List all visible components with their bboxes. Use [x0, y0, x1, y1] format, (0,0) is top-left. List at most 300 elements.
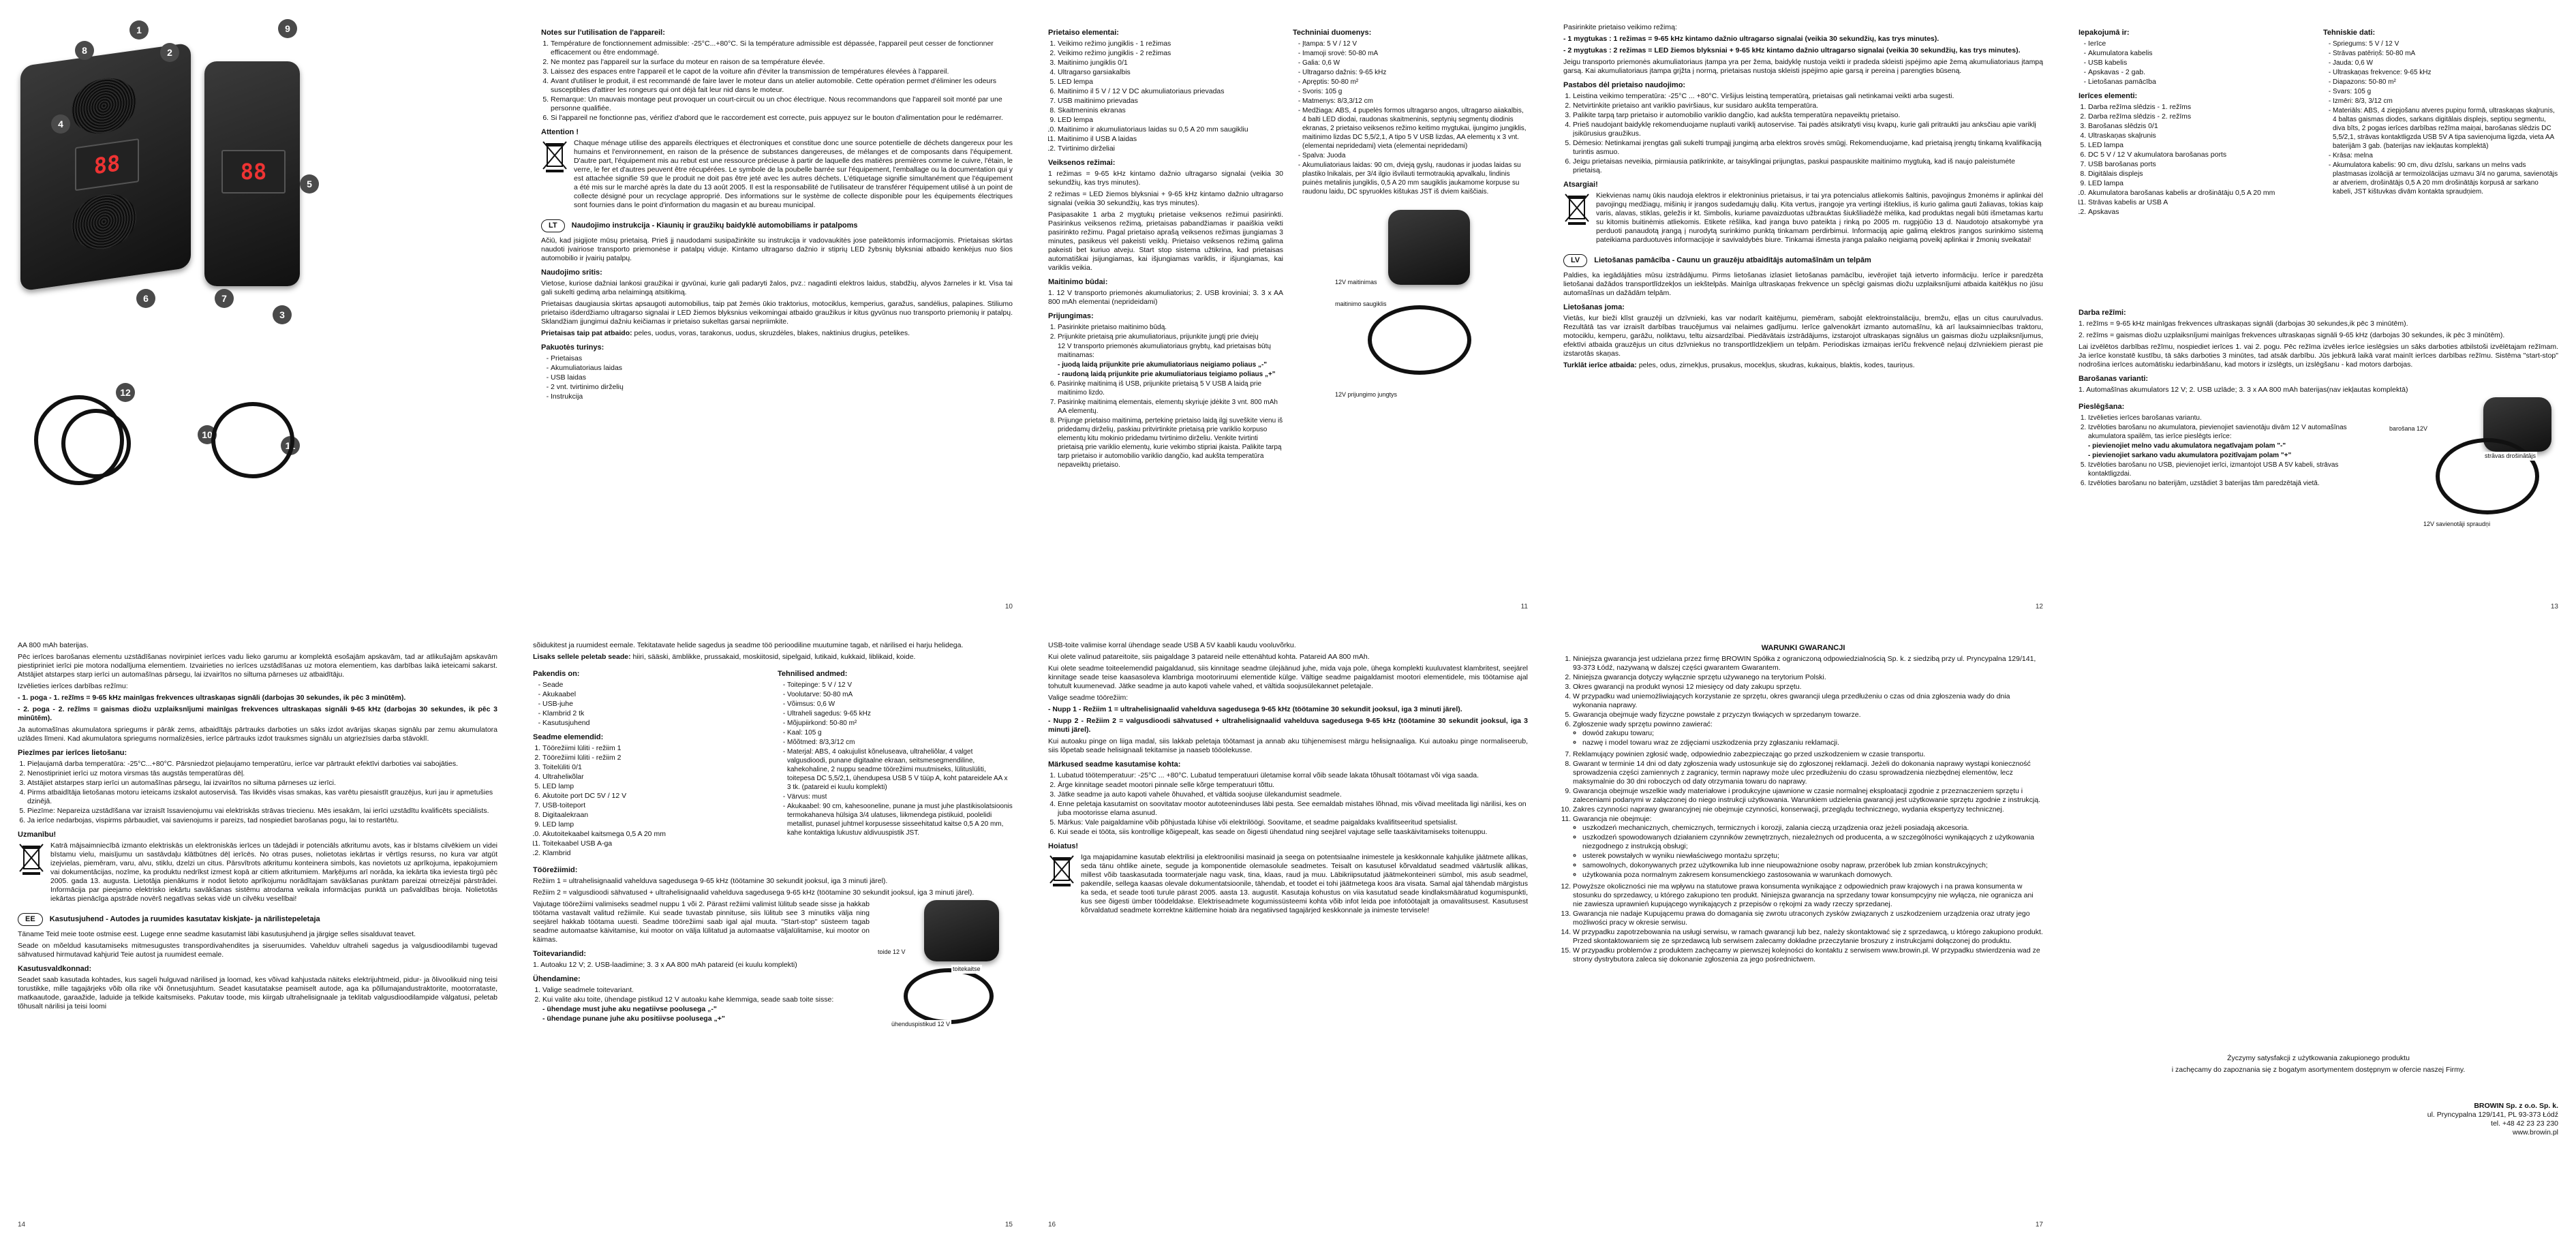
section-title: Pastabos dėl prietaiso naudojimo: — [1563, 81, 1686, 89]
page-11-content — [1030, 0, 1546, 618]
list-item: 12. Powyższe okoliczności nie ma wpływu na statutowe prawa konsumenta wynikające z odpowiednich praw krajowych i na prawa konsumenta w stosunku do sprzedawcy, u którego zakupiono ten produkt. Niniejsza gwarancja na sprzedany towar konsumpcyjny nie wyłącza, nie ogranicza ani nie zawiesza uprawnień kupującego wynikających z przepisów o rękojmi za wady rzeczy sprzedanej. — [1573, 882, 2043, 909]
paragraph: - Nupp 2 - Režiim 2 = valgusdioodi sähvatused + ultrahelisignaalid vahelduva sagedusega 9-65 kHz (töötamine 30 sekundit jooksul, iga 3 minuti järel). — [1048, 717, 1528, 734]
section-title: Barošanas varianti: — [2079, 375, 2149, 383]
page-10-text — [541, 0, 1030, 618]
paragraph: Prietaisas daugiausia skirtas apsaugoti automobilius, taip pat žemės ūkio traktorius, motociklus, kemperius, garažus, sandėlius, palapines. Stiliumo prietaiso išderdžiamo ultragarso signalai ir LED žiemos blyksnius veikomingai atbaido graužikus ir kitus gyvūnus nuo transporto priemonių ir patalpų. Sklandžiam įjungimui dažniu keičiamas ir prietaiso sukeltas garsai nepriimkite. — [541, 300, 1013, 326]
section-title: Kasutusvaldkonnad: — [18, 965, 92, 973]
list-item: - Galia: 0,6 W — [1302, 59, 1528, 67]
list-item: - Medžiaga: ABS, 4 pupelės formos ultragarso angos, ultragarso aiiakalbis, 4 balti LED diodai, raudonas skaitmeninis, septynių segmentų diodinis ekranas, 2 prietaiso veiksenos režimo keitimo mygtukai, ijungimo jungiklis, maitinimo lizdas DC 5,5/2,1, A tipo 5 V USB lizdas, AA elementų x 3 vnt. (elementai nepridedami) vieta (elementai nepridedami) — [1302, 106, 1528, 151]
tech-list — [1293, 40, 1528, 196]
sub-list — [1573, 729, 2043, 747]
list-item: 6. Si l'appareil ne fonctionne pas, vérifiez d'abord que le raccordement est correcte, puis appuyez sur le bouton d'alimentation pour le redémarrer. — [551, 114, 1013, 123]
list-item: 7. Reklamujący powinien zgłosić wadę, odpowiednio zabezpieczając go przed uszkodzeniem w czasie transportu. — [1573, 750, 2043, 759]
list-item: 12. Klambrid — [542, 849, 768, 858]
elements-list — [2079, 103, 2314, 217]
list-item: 6. Izvēloties barošanu no baterijām, uzstādiet 3 baterijas tām paredzētajā vietā. — [2088, 479, 2374, 488]
paragraph: Pasipasakite 1 arba 2 mygtukų prietaise veiksenos režimui pasirinkti. Pasirinkus veiksenos režimą, prietaisas pabandžiamas ir paaiškia veikti pasirinkto režimu. Pagal prietaiso aprašą veiksenos režimas įjungiamas 3 minutes, pasikeus vėl pakeisti veiklų. Prietaiso veiksenos režimą galima pakeisti bet kuriuo atveju. Start stop sistema užtikrina, kad prietaisas automatiškai įsijungiamas, kai išjungiamas variklis, ir išjungiamas, kai variklis veikia. — [1048, 211, 1283, 272]
list-item: - Mõõtmed: 8/3,3/12 cm — [787, 738, 1013, 747]
list-item: 7. USB maitinimo prievadas — [1058, 97, 1283, 106]
list-item: 2. Darba režīma slēdzis - 2. režīms — [2088, 112, 2314, 121]
list-item: - Spriegums: 5 V / 12 V — [2333, 40, 2558, 48]
list-item: 9. LED lempa — [1058, 116, 1283, 125]
caption: strāvas drošinātājs — [2485, 452, 2536, 459]
page-number: 11 — [1520, 603, 1528, 611]
list-item: 3. Toitelüliti 0/1 — [542, 763, 768, 772]
list-item: 1. Lubatud töötemperatuur: -25°C ... +80°C. Lubatud temperatuuri ületamise korral võib seade lakata tõhusalt töötamast või viga saada. — [1058, 771, 1528, 780]
page-15 — [515, 618, 1030, 1236]
list-item: - Jauda: 0,6 W — [2333, 59, 2558, 67]
page-17 — [1546, 618, 2061, 1236]
list-item: ◦ użytkowania poza normalnym zakresem konsumenckiego zastosowania w warunkach domowych. — [1582, 871, 2043, 880]
list-item: 9. Gwarancja obejmuje wszelkie wady materiałowe i produkcyjne ujawnione w czasie normalnej eksploatacji zgodnie z przeznaczeniem sprzętu i zaleceniami podanymi w załączonej do niego instrukcji użytkowania. Warunkiem udzielenia gwarancji jest użytkowanie sprzętu zgodnie z instrukcją. — [1573, 787, 2043, 805]
crossed-bin-icon — [18, 841, 45, 876]
connection-figure — [1293, 210, 1528, 414]
company-block — [2079, 1102, 2558, 1137]
section-title: Ierīces elementi: — [2079, 92, 2138, 100]
section-title: Töörežiimid: — [533, 866, 578, 874]
paragraph: 1 režimas = 9-65 kHz kintamo dažnio ultragarso signalai (veikia 30 sekundžių, kas trys minutes). — [1048, 170, 1283, 187]
crossed-bin-icon — [1563, 191, 1591, 226]
weee-notice — [1048, 853, 1528, 918]
list-item: 1. Töörežiimi lüliti - režiim 1 — [542, 744, 768, 753]
tech-list — [2323, 40, 2558, 196]
list-item: 6. DC 5 V / 12 V akumulatora barošanas ports — [2088, 151, 2314, 159]
list-item: 12. Apskavas — [2088, 208, 2314, 217]
list-item: 1. Niniejsza gwarancja jest udzielana przez firmę BROWIN Spółka z ograniczoną odpowiedzialnością Sp. k. z siedzibą przy ul. Pryncypalna 129/141, 93-373 Łódź, nazywaną w dalszej części gwarantem Gwarantem. — [1573, 655, 2043, 673]
list-item: 6. Kui seade ei tööta, siis kontrollige kõigepealt, kas seade on õigesti ühendatud ning seejärel vajutage selle taaskäivitamiseks toitenuppu. — [1058, 828, 1528, 837]
paragraph: Režiim 1 = ultrahelisignaalid vahelduva sagedusega 9-65 kHz (töötamine 30 sekundit jooksul, iga 3 minuti järel). — [533, 877, 888, 885]
list-item: - Akumulatora kabelis — [2088, 49, 2314, 58]
list-item: 3. Okres gwarancji na produkt wynosi 12 miesięcy od daty zakupu sprzętu. — [1573, 683, 2043, 692]
list-item: - Matmenys: 8/3,3/12 cm — [1302, 97, 1528, 106]
paragraph: - 2 mygtukas : 2 režimas = LED žiemos blyksniai + 9-65 kHz kintamo dažnio ultragarso signalai (veikia 30 sekundžių, kas trys minutes). — [1563, 46, 2021, 55]
list-item: 3. Jätke seadme ja auto kapoti vahele õhuvahed, et vältida soojuse ülekandumist seadmele. — [1058, 790, 1528, 799]
closing-page — [2061, 618, 2576, 1236]
list-item: 2. Niniejsza gwarancja dotyczy wyłącznie sprzętu używanego na terytorium Polski. — [1573, 673, 2043, 682]
list-item: - Akumulatora kabelis: 90 cm, divu dzīslu, sarkans un melns vads plastmasas izolācijā ar termoizolācijas uzmavu 3/4 no garuma, savienotājs ar atveriem, drošinātājs 0,5 A 20 mm drošinātājs korpusā ar sarkano kabeli, JST kištuvkas divām kontakta spraudņiem. — [2333, 161, 2558, 196]
caption: barošana 12V — [2389, 425, 2428, 432]
paragraph: - Nupp 1 - Režiim 1 = ultrahelisignaalid vahelduva sagedusega 9-65 kHz (töötamine 30 sekundit jooksul, iga 3 minuti järel). — [1048, 705, 1462, 713]
attention-text: Katrā mājsaimniecībā izmanto elektriskās un elektroniskās ierīces un tādejādi ir potenciāls atkritumu avots, kas ir bīstams cilvēkiem un videi bīstamu vielu, maisījumu un sastāvdaļu klātbūtnes dēļ ierīcēs. No otras puses, nolietotas iekārtas ir vērtīgs resurss, no kura var atgūt izejvielas, piemēram, varu, alvu, stiklu, dzelzi un citus. Pārsvītrots atkritumu konteinera simbols, kas novietots uz aprīkojuma, iepakojumiem vai dokumentācijas, nozīme, ka produktu nedrīkst izmest kopā ar citiem atkritumiem. Marķējums arī norāda, ka iekārta tika ieviesta tirgū pēc 2005. gada 13. augusta. Lietotāja pienākums ir nodot lietoto aprīkojumu norādītajam savākšanas punktam pareizai otrreizējai pārstrādei. Informācija par pieejamo elektrisko iekārtu savākšanas sistēmu atrodama veikala informācijas punktā un pašvaldības biroja. Nolietotās iekārtas pienācīga apstrāde novērš negatīvas sekas vidē un cilvēku veselībai! — [50, 841, 497, 903]
list-item: 1. Température de fonctionnement admissible: -25°C...+80°C. Si la température admissible est dépassée, l'appareil peut cesser de fonctionner efficacement ou être endommagé. — [551, 40, 1013, 57]
list-item: 6. Zgłoszenie wady sprzętu powinno zawierać: ◦ dowód zakupu towaru; ◦ nazwę i model towaru wraz ze zdjęciami uszkodzenia przy zgłaszaniu reklamacji. — [1573, 720, 2043, 747]
paragraph: 2 režimas = LED žiemos blyksniai + 9-65 kHz kintamo dažnio ultragarso signalai (veikia 30 sekundžių, kas trys minutes). — [1048, 190, 1283, 207]
list-item: 9. LED lamp — [542, 820, 768, 829]
lang-badge: EE — [18, 913, 43, 926]
kit-list — [533, 681, 768, 728]
paragraph: - 1 mygtukas : 1 režimas = 9-65 kHz kintamo dažnio ultragarso signalai (veikia 30 sekundžių, kas trys minutes). — [1563, 35, 1939, 43]
list-item: - Prietaisas — [551, 354, 1013, 363]
list-item: 5. Märkus: Vale paigaldamine võib põhjustada lühise või elektrilöögi. Soovitame, et seadme paigaldaks kvalifitseeritud spetsialist. — [1058, 818, 1528, 827]
attention-text: Iga majapidamine kasutab elektrilisi ja elektroonilisi masinaid ja seega on potentsiaalne inimestele ja keskkonnale kahjulike jäätmete allikas, seda tänu ohtlike ainete, segude ja komponentide olemasolule seadmetes. Teisalt on kasutusel kõrvaldatud seadmed väärtuslik allikas, millest võib taaskasutada toormaterjale nagu vask, tina, klaas, raud ja muu. Läbikriipsutatud jäätmekonteineri sümbol, mis asub seadmel, pakendile, sellega kaasas olevale dokumentatsioonile, tähendab, et toodet ei tohi jäätmetega koos ära visata. Samal ajal tähendab märgistus ka seda, et seade tooti turule pärast 2005. aasta 13. augustit. Kasutaja kohustus on viia kasutatud seade kindlaksmääratud kogumispunkti, kus see õigesti ümber töödeldakse. Elektriseadmete kogumissüsteemi kohta võib infot leida poe infotöötajalt ja omavalitsusest. Kasutusest kõrvaldatud seadmete korrektne käitlemine hoiab ära negatiivsed tagajärjed keskkonnale ja inimeste tervisele! — [1081, 853, 1528, 914]
lv-lower — [2079, 303, 2558, 534]
list-item: - Akukaabel — [542, 690, 768, 699]
list-item: - Toitepinge: 5 V / 12 V — [787, 681, 1013, 690]
list-item: - Izmēri: 8/3, 3/12 cm — [2333, 97, 2558, 106]
paragraph: Valige seadme töörežiim: — [1048, 694, 1129, 702]
paragraph: Seade on mõeldud kasutamiseks mitmesugustes transpordivahendites ja siseruumides. Vahelduv ultraheli sagedus ja valgusdioodilambi tugevad sähvatused hirmutavad kahjurid Teie autost ja ruumidest eemale. — [18, 942, 497, 959]
paragraph: Lai izvēlētos darbības režīmu, nospiediet ierīces 1. vai 2. pogu. Pēc režīma izvēles ierīce ieslēgsies un sāks darboties atbilstoši izvēlētajam režīmam. Ja ierīce konstatē kustību, tā sāks darboties 3 minūtes, tad atsāk darbību. Jūs jebkurā laikā varat mainīt ierīces darbības režīmu. Sistēma "start-stop" nodrošina ierīces automātisku iedarbināšanu, kad motors ir izslēgts, un izslēgšanu - kad motors darbojas. — [2079, 343, 2558, 369]
list-item: 10. Akumulatora barošanas kabelis ar drošinātāju 0,5 A 20 mm — [2088, 189, 2314, 198]
paragraph: Ja automašīnas akumulatora spriegums ir pārāk zems, atbaidītājs pārtrauks darboties un sāks izdot avārijas skaņas signālu par zemu akumulatora uzlādes līmeni. Kad akumulatora spriegums normalizēsies, ierīce pārtrauks izdot trauksmes signālu un atgriezīsies darba stāvoklī. — [18, 726, 497, 743]
paragraph: Pēc ierīces barošanas elementu uzstādīšanas novirpiniet ierīces vadu lieko garumu ar komplektā esošajām apskavām, tad ar atlikušajām apskavām piestipriniet ierīci pie motora nodalījuma elementiem. Izvairieties no ierīces uzstādīšanas uz motora elementiem, kas darbības laikā ieteicami sakarst. Atstājiet atstarpes starp ierīci un automašīnas pārsegu, lai izvairītos no siltuma pārneses uz atbaidītāju. — [18, 653, 497, 679]
list-item: 4. W przypadku wad uniemożliwiających korzystanie ze sprzętu, okres gwarancji ulega przedłużeniu o czas od dnia zgłoszenia wady do dnia wykonania naprawy. — [1573, 692, 2043, 710]
list-item: 12. Tvirtinimo dirželiai — [1058, 144, 1283, 153]
list-item: 10. Zakres czynności naprawy gwarancyjnej nie obejmuje czynności, konserwacji, przeglądu technicznego, wydania ekspertyzy technicznej. — [1573, 805, 2043, 814]
section-title: Tehniskie dati: — [2323, 29, 2376, 37]
list-item: - USB-juhe — [542, 700, 768, 709]
paragraph: Prietaisas taip pat atbaido: peles, uodus, voras, tarakonus, uodus, skruzdėles, blakes, naktinius drugius, petelikes. — [541, 329, 910, 337]
list-item: - Krāsa: melna — [2333, 151, 2558, 160]
paragraph: 1. 12 V transporto priemonės akumuliatorius; 2. USB kroviniai; 3. 3 x AA 800 mAh elementai (neprideidami) — [1048, 289, 1283, 306]
list-item: - Kaal: 105 g — [787, 728, 1013, 737]
paragraph: sõidukitest ja ruumidest eemale. Tekitatavate helide sagedus ja seadme töö perioodiline muutumine tagab, et närilised ei harju helidega. — [533, 641, 964, 649]
attention-title: Attention ! — [541, 128, 579, 136]
section-title: Darba režīmi: — [2079, 309, 2126, 317]
callout-1: 1 — [129, 20, 149, 40]
manual-title: Kasutusjuhend - Autodes ja ruumides kasutatav kiskjate- ja närilistepeletaja — [49, 915, 320, 923]
list-item: 7. USB barošanas ports — [2088, 160, 2314, 169]
paragraph: Kui olete valinud patareitoite, siis paigaldage 3 patareid neile ettenähtud kohta. Patareid AA 800 mAh. — [1048, 653, 1370, 661]
list-item: - Ultragarso dažnis: 9-65 kHz — [1302, 68, 1528, 77]
weee-notice — [1563, 191, 2043, 247]
notes-list — [1563, 92, 2043, 175]
list-item: 5. Remarque: Un mauvais montage peut provoquer un court-circuit ou un choc électrique. Nous recommandons que l'appareil soit monté par une personne qualifiée. — [551, 95, 1013, 113]
notes-list — [1048, 771, 1528, 837]
list-item: 2. Prijunkite prietaisą prie akumuliatoriaus, prijunkite jungtį prie dviejų — [1058, 333, 1283, 341]
sub-list — [1573, 824, 2043, 880]
paragraph: Jeigu transporto priemonės akumuliatoriaus įtampa yra per žema, baidyklę nustoja veikti ir pradeda skleisti įspėjimo apie žemą akumuliatoriaus įtampą garsą. Kai akumuliatoriaus įtampa grįžta į normą, prietaisas nustoja skleisti įspėjimo apie garsą ir pereina į parengties būseną. — [1563, 58, 2043, 75]
section-title: Prijungimas: — [1048, 312, 1094, 320]
list-item: - Seade — [542, 681, 768, 690]
company-name: BROWIN Sp. z o.o. Sp. k. — [2474, 1102, 2558, 1110]
page-number: 13 — [2550, 603, 2558, 611]
paragraph: AA 800 mAh baterijas. — [18, 641, 89, 649]
setup-list — [1048, 323, 1283, 469]
kit-list — [541, 354, 1013, 401]
cable-image — [1368, 305, 1471, 375]
list-item: - ühendage punane juhe aku positiivse poolusega „+" — [542, 1015, 725, 1023]
list-item: - Kasutusjuhend — [542, 719, 768, 728]
list-item: 11. Maitinimo il USB A laidas — [1058, 135, 1283, 144]
connection-figure — [876, 900, 1013, 1030]
list-item: 3. Laissez des espaces entre l'appareil et le capot de la voiture afin d'éviter la transmission de températures élevées à l'appareil. — [551, 67, 1013, 76]
list-item: 4. Enne peletaja kasutamist on soovitatav mootor autoteeninduses läbi pesta. See eemaldab mistahes lõhnad, mis võivad meelitada ligi närilisi, kes on juba mootorisse elama asunud. — [1058, 800, 1528, 818]
list-item: 1. Valige seadmele toitevariant. — [542, 986, 870, 995]
list-item: 11. Toitekaabel USB A-ga — [542, 839, 768, 848]
list-item: 6. Maitinimo il 5 V / 12 V DC akumuliatoriaus prievadas — [1058, 87, 1283, 96]
list-item: 2. Ne montez pas l'appareil sur la surface du moteur en raison de sa température élevée. — [551, 58, 1013, 67]
list-item: 6. Pasirinkę maitinimą iš USB, prijunkite prietaisą 5 V USB A laidą prie maitinimo lizdo. — [1058, 380, 1283, 397]
list-item: - Apręptis: 50-80 m² — [1302, 78, 1528, 87]
list-item: 2. Veikimo režimo jungiklis - 2 režimas — [1058, 49, 1283, 58]
crossed-bin-icon — [1048, 853, 1075, 887]
list-item: 11. Strāvas kabelis ar USB A — [2088, 198, 2314, 207]
list-item: - Akukaabel: 90 cm, kahesooneline, punane ja must juhe plastikisolatsioonis termokahaneva hülsiga 3/4 ulatuses, liikmendega pistikuid, poolelidi metallist, punasel juhtmel korpusesse sisseehitatud kaitse 0,5 A 20 mm, kahe kontaktiga lukustuv aldivuuspistik JST. — [787, 802, 1013, 837]
list-item: 8. Skaitmeninis ekranas — [1058, 106, 1283, 115]
tech-list — [778, 681, 1013, 837]
paragraph: Seadet saab kasutada kohtades, kus sageli hulguvad närilised ja loomad, kes võivad kahjustada näiteks elektrijuhtmeid, pidur- ja õlivoolikuid ning teisi torustikke, mille tagajärjeks võib olla rike või õnnetusjuhtum. Seadet kasutatakse peamiselt autode, aga ka põllumajandustraktorite, mootorrataste, matkaautode, garaažide, laduide ja telkide kaitsmiseks. Pakutav toode, mis kiirgab ultrahelisignaale ja teklitab valgusdioodilampide välgatusi, peletab tõhusalt närilisi ja teisi loomi — [18, 976, 497, 1010]
page-14 — [0, 618, 515, 1236]
list-item: 4. Avant d'utiliser le produit, il est recommandé de faire laver le moteur dans un atelier automobile. Cette opération permet d'éliminer les odeurs susceptibles d'attirer les rongeurs qui ont déjà fait leur nid dans le moteur. — [551, 77, 1013, 95]
list-item: 13. Gwarancja nie nadaje Kupującemu prawa do domagania się zwrotu utraconych zysków związanych z uszkodzeniem urządzenia oraz utraty jego możliwości pracy w okresie serwisu. — [1573, 910, 2043, 927]
page-number: 15 — [1005, 1221, 1013, 1229]
section-title: Iepakojumā ir: — [2079, 29, 2130, 37]
page-number: 16 — [1048, 1221, 1056, 1229]
paragraph: - 1. poga - 1. režīms = 9-65 kHz mainīgas frekvences ultraskaņas signāli (darbojas 30 sekundes, ik pēc 3 minūtēm). — [18, 694, 406, 702]
list-item: 8. Digitaalekraan — [542, 811, 768, 820]
list-item: 5. Piezīme: Nepareiza uzstādīšana var izraisīt īssavienojumu vai elektriskās strāvas triecienu. Mēs iesakām, lai ierīci uzstādītu kvalificēts speciālists. — [27, 807, 497, 816]
list-item: - raudoną laidą prijunkite prie akumuliatoriaus teigiamo poliaus „+" — [1058, 371, 1276, 378]
list-item: 10. Maitinimo ir akumuliatoriaus laidas su 0,5 A 20 mm saugikliu — [1058, 125, 1283, 134]
list-item: 5. LED lamp — [542, 782, 768, 791]
cable-image — [904, 968, 994, 1024]
list-item: - Instrukcija — [551, 392, 1013, 401]
callout-7: 7 — [215, 289, 234, 308]
list-item: - Materjal: ABS, 4 oakujulist kõneluseava, ultraheliõlar, 4 valget valgusdioodi, punane digitaalne ekraan, seitsmesegmendiline, kahekohaline, 2 nuppu seadme töörežiimi muutmiseks, lülituslüliti, toitepesa DC 5,5/2,1, ühendupesa USB 5 V tüüp A, koht patareidele AA x 3 tk. (patareid ei kuulu komplekti) — [787, 747, 1013, 792]
section-title: Naudojimo sritis: — [541, 268, 602, 277]
callout-4: 4 — [51, 114, 70, 134]
company-phone: tel. +48 42 23 23 230 — [2491, 1119, 2558, 1128]
page-number: 10 — [1005, 603, 1013, 611]
list-item: 8. Prijunge prietaiso maitinimą, pertekinę prietaiso laidą ilgį suveškite vienu iš pridedamų dirželių, paskiau pritvirtinkite prietaisą prie variklio korpuso elementų kitu mokinio pridedamu tvirtinimo dirželiu. Venkite tvirtinti prietaisą prie variklio elementų, kurie vekimbo stipriai įkaista. Palikite tarpą tarp prietaiso ir automobilio variklio dangčio, kad aukšta temperatūra nepaveiktų prietaiso. — [1058, 416, 1283, 469]
device-image — [1388, 210, 1470, 285]
list-item: - Akumuliatoriaus laidas: 90 cm, dvieją gyslų, raudonas ir juodas laidas su plastiko lnikalais, per 3/4 ilgio išvilauti termotraukią apvalkalu, lindinis puinės metalinis jungiklis, 0,5 A 20 mm saugiklis jaukamome korpuse su raudonu laidu, DC spyruokles kištukas JST iš dviem kaiščiais. — [1302, 161, 1528, 196]
callout-6: 6 — [136, 289, 155, 308]
list-item: ◦ uszkodzeń spowodowanych działaniem czynników zewnętrznych, niezależnych od producenta, a w szczególności wynikających z użytkowania niezgodnego z instrukcją obsługi; — [1582, 833, 2043, 851]
paragraph: Kui autoaku pinge on liiga madal, siis lakkab peletaja töötamast ja annab aku tühjenemisest märgu helisignaaliga. Kui autoaku pinge normaliseerub, siis lõpetab seade helisignaali tekitamise ja naaseb tööolekusse. — [1048, 737, 1528, 754]
cable-image — [2436, 438, 2539, 514]
attention-text: Chaque ménage utilise des appareils électriques et électroniques et constitue donc une source potentielle de déchets dangereux pour les humains et l'environnement, en raison de la présence de substances dangereuses, de mélanges et de composants dans l'équipement. D'autre part, l'équipement mis au rebut est une ressource précieuse à partir de laquelle des matières premières comme le cuivre, l'étain, le verre, le fer et d'autres peuvent être récupérées. Le symbole de la poubelle barrée sur l'équipement, l'emballage ou la documentation qui y est attachée signifie S9 que le produit ne doit pas être jeté avec les autres déchets. L'étiquetage signifie simultanément que l'équipement a été mis sur le marché après la date du 13 août 2005. Il est la responsabilité de l'utilisateur de transférer l'équipement utilisé à un point de collecte désigné pour un recyclage approprié. Des informations sur le système de collecte disponible pour les équipements électriques sont fournies dans le point d'information du magasin et au bureau municipal. — [574, 139, 1013, 209]
page-12 — [1546, 0, 2061, 618]
elements-list — [1048, 40, 1283, 153]
connection-list — [533, 986, 870, 1023]
paragraph: Vietās, kur bieži klīst grauzēji un dzīvnieki, kas var nodarīt kaitējumu, piemēram, sabojāt elektroinstalāciju, bremžu, eļļas un citus caurulvadus. Rezultātā tas var izraisīt darbības traucējumus vai nelaimes gadījumu. Ierīce galvenokārt izmanto automašīnu, kā arī lauksaimniecības traktoru, motociklu, kemperu, garāžu, noliktavu, teltu aizsardzībai. Piedāvātais izstrādājums, izstarojot ultraskaņas signālus un gaismas diožu uzplaiksnījumus, efektīvi atbaida grauzējus un citus dzīvniekus no transportlīdzekļiem un telpām. Periodiskas izmaiņas ierīču frekvencē neļauj dzīvniekiem pierast pie izstarotās skaņas. — [1563, 314, 2043, 358]
weee-notice — [18, 841, 497, 906]
list-item: ◦ dowód zakupu towaru; — [1582, 729, 2043, 738]
closing-line: i zachęcamy do zapoznania się z bogatym asortymentem dostępnym w ofercie naszej Firmy. — [2171, 1066, 2466, 1074]
section-title: Pakuotės turinys: — [541, 343, 604, 352]
list-item: 3. Maitinimo jungiklis 0/1 — [1058, 59, 1283, 67]
list-item: - Materiāls: ABS, 4 ziepjošanu atveres pupiņu formā, ultraskaņas skaļrunis, 4 baltas gaismas diodes, sarkans digitālais displejs, septiņu segmentu, diva bīts, 2 pogas ierīces darbības režīma maiņai, barošanas slēdzis DC 5,5/2,1, strāvas kontaktligzda USB 5V A tipa savienojuma ligzda, vieta AA baterijām 3 gab. (baterijas nav iekļautas komplektā) — [2333, 106, 2558, 151]
list-item: - Värvus: must — [787, 792, 1013, 801]
caption: ühenduspistikud 12 V — [891, 1021, 951, 1028]
list-item: - USB kabelis — [2088, 59, 2314, 67]
list-item: 3. Barošanas slēdzis 0/1 — [2088, 122, 2314, 131]
kit-list — [2079, 40, 2314, 87]
list-item: 12 V transporto priemonės akumuliatoriaus gnybtų, kad prietaisas būtų maitinamas: — [1058, 343, 1271, 359]
list-item: - Imamoji srovė: 50-80 mA — [1302, 49, 1528, 58]
paragraph: Lisaks sellele peletab seade: hiiri, sääski, ämblikke, prussakaid, moskiitosid, sipelgaid, lutikaid, kukkaid, liblikaid, koide. — [533, 653, 916, 661]
intro: Täname Teid meie toote ostmise eest. Lugege enne seadme kasutamist läbi kasutusjuhend ja järgige selles sisalduvat teavet. — [18, 930, 416, 938]
section-title: Märkused seadme kasutamise kohta: — [1048, 760, 1181, 769]
list-item: 5. Dėmesio: Netinkamai įrengtas gali sukelti trumpąjį jungimą arba elektros srovės smūgį. Rekomenduojame, kad prietaisą įrengtų tinkamą kvalifikaciją turintis asmuo. — [1573, 139, 2043, 157]
warranty-title: WARUNKI GWARANCJI — [1761, 644, 1845, 652]
section-title: Veiksenos režimai: — [1048, 159, 1116, 167]
page-13 — [2061, 0, 2576, 618]
notes-title: Notes sur l'utilisation de l'appareil: — [541, 29, 665, 37]
list-item: 4. Pirms atbaidītāja lietošanas motoru ieteicams izskalot autoservisā. Tas likvidēs visas smakas, kas varētu piesaistīt grauzējus, kuri jau ir apmetušies dzinējā. — [27, 788, 497, 806]
digital-display: 88 — [75, 138, 139, 191]
list-item: 8. Gwarant w terminie 14 dni od daty zgłoszenia wady ustosunkuje się do zgłoszonej reklamacji. Jeżeli do dokonania naprawy wystąpi konieczność sprowadzenia części zamiennych z zagranicy, termin naprawy może ulec przedłużeniu do czasu sprowadzenia niezbędnej elementów, lecz maksymalnie do 30 dni roboczych od daty otrzymania towaru do naprawy. — [1573, 760, 2043, 786]
digital-display: 88 — [221, 150, 286, 194]
paragraph: USB-toite valimise korral ühendage seade USB A 5V kaabli kaudu vooluvõrku. — [1048, 641, 1296, 649]
company-website[interactable]: www.browin.pl — [2512, 1128, 2558, 1137]
callout-9: 9 — [278, 19, 297, 38]
section-title: Hoiatus! — [1048, 842, 1078, 850]
lv-header — [1563, 254, 2043, 267]
list-item: 1. Darba režīma slēdzis - 1. režīms — [2088, 103, 2314, 112]
elements-list — [533, 744, 768, 858]
list-item: - Ultraheli sagedus: 9-65 kHz — [787, 709, 1013, 718]
callout-5: 5 — [300, 174, 319, 194]
paragraph: Kui olete seadme toiteelemendid paigaldanud, siis kinnitage seadme ülejäänud juhe, mida vaja pole, ühega komplekti kuuluvatest klambritest, seejärel kinnitage seade teise kaasasoleva klambriga mootoriruumi elementide külge. Vältige seadme paigaldamist mootori elementidele, mis töötamise ajal tohutult kuumenevad. Jätke seadme ja auto kapoti vahele vahed, et vältida soojusülekannet peletajale. — [1048, 664, 1528, 690]
callout-3: 3 — [273, 305, 292, 324]
list-item: 1. Leistina veikimo temperatūra: -25°C ... +80°C. Viršijus leistiną temperatūrą, prietaisas gali netinkamai veikti arba sugesti. — [1573, 92, 2043, 101]
section-title: Seadme elemendid: — [533, 733, 604, 741]
callout-12: 12 — [116, 383, 135, 402]
caption: toide 12 V — [878, 948, 906, 955]
page-number: 12 — [2035, 603, 2043, 611]
list-item: - Įtampa: 5 V / 12 V — [1302, 40, 1528, 48]
lang-badge: LT — [541, 219, 565, 232]
section-title: Atsargiai! — [1563, 181, 1598, 189]
list-item: - Ultraskaņas frekvence: 9-65 kHz — [2333, 68, 2558, 77]
paragraph: Pasirinkite prietaiso veikimo režimą: — [1563, 23, 1677, 31]
list-item: 2. Ärge kinnitage seadet mootori pinnale selle kõrge temperatuuri tõttu. — [1058, 781, 1528, 790]
section-title: Pieslēgšana: — [2079, 403, 2125, 411]
list-item: 3. Atstājiet atstarpes starp ierīci un automašīnas pārsegu, lai izvairītos no siltuma pārneses uz ierīci. — [27, 779, 497, 788]
ee-header — [18, 913, 497, 926]
section-title: Pakendis on: — [533, 670, 580, 678]
section-title: Ühendamine: — [533, 975, 581, 983]
page-number: 14 — [18, 1221, 26, 1229]
manual-title: Naudojimo instrukcija - Kiaunių ir graužikų baidyklė automobiliams ir patalpoms — [571, 221, 858, 230]
paragraph: Režiim 2 = valgusdioodi sähvatused + ultrahelisignaalid vahelduva sagedusega 9-65 kHz (töötamine 30 sekundit jooksul, iga 3 minuti järel). — [533, 889, 975, 897]
list-item: 1. Pasirinkite prietaiso maitinimo būdą. — [1058, 323, 1283, 332]
section-title: Toitevariandid: — [533, 950, 587, 958]
list-item: 2. Nenostipriniet ierīci uz motora virsmas tās augstās temperatūras dēļ. — [27, 769, 497, 778]
page-number: 17 — [2035, 1221, 2043, 1229]
list-item: - Apskavas - 2 gab. — [2088, 68, 2314, 77]
list-item: 5. LED lempa — [1058, 78, 1283, 87]
section-title: Tehnilised andmed: — [778, 670, 848, 678]
section-title: Piezīmes par ierīces lietošanu: — [18, 749, 127, 757]
list-item: - Klambrid 2 tk — [542, 709, 768, 718]
list-item: - Diapazons: 50-80 m² — [2333, 78, 2558, 87]
list-item: 1. Pieļaujamā darba temperatūra: -25°C...+80°C. Pārsniedzot pieļaujamo temperatūru, ierīce var pārtraukt efektīvi darboties vai sabojāties. — [27, 760, 497, 769]
closing-line: Życzymy satysfakcji z użytkowania zakupionego produktu — [2227, 1054, 2410, 1062]
list-item: 14. W przypadku zapotrzebowania na usługi serwisu, w ramach gwarancji lub bez, należy skontaktować się z sprzedawcą, u którego zakupiono produkt. Przed skontaktowaniem się ze sprzedawcą lub serwisem zalecamy dokładne przeczytanie broszury z instrukcjami dołączonej do produktu. — [1573, 928, 2043, 946]
paragraph: Turklāt ierīce atbaida: peles, odus, zirnekļus, prusakus, mocekļus, skudras, kukaiņus, blaktis, kodes, tauriņus. — [1563, 361, 1915, 369]
caption: 12V maitinimas — [1335, 279, 1377, 285]
lang-badge: LV — [1563, 254, 1587, 267]
list-item: - juodą laidą prijunkite prie akumuliatoriaus neigiamo poliaus „-" — [1058, 361, 1268, 369]
paragraph: 1. režīms = 9-65 kHz mainīgas frekvences ultraskaņas signāli (darbojas 30 sekundes,ik pēc 3 minūtēm). — [2079, 320, 2408, 328]
connection-figure — [2381, 397, 2558, 534]
list-item: 2. Töörežiimi lüliti - režiim 2 — [542, 754, 768, 762]
connection-list — [2079, 414, 2374, 488]
list-item: 1. Veikimo režimo jungiklis - 1 režimas — [1058, 40, 1283, 48]
list-item: - Svars: 105 g — [2333, 87, 2558, 96]
weee-notice — [541, 139, 1013, 213]
callout-10: 10 — [198, 425, 217, 444]
paragraph: 1. Automašīnas akumulators 12 V; 2. USB uzlāde; 3. 3 x AA 800 mAh baterijas(nav iekļautas komplektā) — [2079, 386, 2408, 394]
list-item: 5. Izvēloties barošanu no USB, pievienojiet ierīci, izmantojot USB A 5V kabeli, strāvas kontaktligzdai. — [2088, 461, 2374, 478]
callout-2: 2 — [160, 43, 179, 62]
section-title: Maitinimo būdai: — [1048, 278, 1108, 286]
attention-text: Kiekvienas namų ūkis naudoja elektros ir elektroninius prietaisus, ir tai yra potencialus atliekomis šaltinis, pavojingus žmonėms ir aplinkai dėl pavojingų medžiagų, mišinių ir įrangos sudedamųjų dalių. Kita vertus, įrangoje yra vertingi išteklius, iš kurio galima gauti žaliavas, tokias kaip varis, alavas, stiklas, geležis ir kt. Simbolis, kuriame pavaizduotas užbrauktas šiukšliadėžė mėlika, kad produktas negali būti išmetamas kartu su kitomis buitinėmis atliekomis. Etikete rėšlika, kad įranga buvo pateikta į rinką po 2005 m. rugpjūčio 13 d. Naudotojo atsakomybė yra perduoti panaudotą įrangą į nurodytą surinkimo punktą tinkamam perdirbimui. Informaciją apie galimą elektros įrangos surinkimo sistemą pateikiama parduotuvės informacijoje ir savivaldybės biure. Tinkamai išmesta įranga palaiko neigiamą poveikį aplinkai ir žmonių sveikatai! — [1596, 191, 2043, 244]
callout-8: 8 — [75, 41, 94, 60]
list-item: 7. Pasirinkę maitinimą elementais, elementų skyriuje įdėkite 3 vnt. 800 mAh AA elementų. — [1058, 398, 1283, 416]
paragraph: Izvēlieties ierīces darbības režīmu: — [18, 682, 128, 690]
list-item: 2. Kui valite aku toite, ühendage pistikud 12 V autoaku kahe klemmiga, seade saab toite sisse: — [542, 995, 870, 1004]
list-item: - 2 vnt. tvirtinimo dirželių — [551, 383, 1013, 392]
section-title: Techniniai duomenys: — [1293, 29, 1372, 37]
caption: 12V prijungimo jungtys — [1335, 391, 1398, 398]
list-item: - Akumuliatoriaus laidas — [551, 364, 1013, 373]
list-item: 7. USB-toiteport — [542, 801, 768, 810]
closing-block — [2079, 1054, 2558, 1137]
paragraph: 2. režīms = gaismas diožu uzplaiksnījumi mainīgas frekvences ultraskaņas signāli 9-65 kHz (darbojas 30 sekundes, ik pēc 3 minūtēm). — [2079, 331, 2505, 339]
list-item: 5. LED lampa — [2088, 141, 2314, 150]
list-item: - pievienojiet sarkano vadu akumulatora pozitīvajam polam "+" — [2088, 452, 2292, 459]
list-item: 15. W przypadku problemów z produktem zachęcamy w pierwszej kolejności do kontaktu z serwisem www.browin.pl. W przypadku stwierdzenia wad ze strony dystrybutora zaleca się dokonanie zgłoszenia za jego pośrednictwem. — [1573, 946, 2043, 964]
list-item: - Spalva: Juoda — [1302, 151, 1528, 160]
crossed-bin-icon — [541, 139, 568, 173]
list-item: 10. Akutoitekaabel kaitsmega 0,5 A 20 mm — [542, 830, 768, 839]
list-item: ◦ uszkodzeń mechanicznych, chemicznych, termicznych i korozji, zalania cieczą urządzenia oraz jeżeli posiadają akcesoria. — [1582, 824, 2043, 833]
caption: toitekaitse — [953, 965, 981, 972]
paragraph: - 2. poga - 2. režīms = gaismas diožu uzplaiksnījumi mainīgas frekvences ultraskaņas signāli 9-65 kHz (darbojas 30 sekundes, ik pēc 3 minūtēm). — [18, 705, 497, 722]
caption: 12V savienotāji spraudņi — [2423, 521, 2491, 527]
list-item: 4. Ultragarso garsiakalbis — [1058, 68, 1283, 77]
list-item: 6. Jeigu prietaisas neveikia, pirmiausia patikrinkite, ar taisyklingai prijungtas, paskui paspauskite maitinimo mygtuką, kad iš naujo paleistumėte prietaisą. — [1573, 157, 2043, 175]
list-item: 4. Prieš naudojant baidyklę rekomenduojame nuplauti variklį autoservise. Tai padės atsikratyti visų kvapų, kurie gali pritraukti jau anksčiau apie variklį įsikūrusius graužikus. — [1573, 121, 2043, 138]
section-title: Uzmanību! — [18, 831, 57, 839]
list-item: - Strāvas patēriņš: 50-80 mA — [2333, 49, 2558, 58]
list-item: - Lietošanas pamācība — [2088, 78, 2314, 87]
paragraph: Vietose, kuriose dažniai lankosi graužikai ir gyvūnai, kurie gali padaryti žalos, pvz.: nagadinti elektros laidus, stabdžių, alyvos žarneles ir kt. Visa tai gali sukelti gedimą arba nelaimingą atsitikimą. — [541, 279, 1013, 296]
paragraph: Vajutage töörežiimi valimiseks seadmel nuppu 1 või 2. Pärast režiimi valimist lülitub seade sisse ja hakkab töötama vastavalt valitud režiimile. Kui seade tuvastab pinnituse, siis lülitub see 3 minutiks välja ning seejärel hakkab töötama uuesti. Seadme töörežiimi saab igal ajal muuta. "Start-stop" süsteem tagab seadme automaatse käivitamise, kui mootor on välja lülitatud ja automaatse väljalülitamise, kui mootor on käimas. — [533, 900, 870, 944]
paragraph: 1. Autoaku 12 V; 2. USB-laadimine; 3. 3 x AA 800 mAh patareid (ei kuulu komplekti) — [533, 961, 797, 969]
list-item: 4. Ultraskaņas skaļrunis — [2088, 132, 2314, 140]
list-item: - Ierīce — [2088, 40, 2314, 48]
list-item: 2. Netvirtinkite prietaiso ant variklio paviršiaus, kur susidaro aukšta temperatūra. — [1573, 102, 2043, 110]
page-16 — [1030, 618, 1546, 1236]
device-image — [924, 900, 999, 961]
intro: Paldies, ka iegādājāties mūsu izstrādājumu. Pirms lietošanas izlasiet lietošanas pamācību, ievērojiet tajā ietverto informāciju. Ierīce ir paredzēta lietošanai dažādos transportlīdzekļos un iekštelpās. Mainīga ultraskaņas frekvence un spēcīgi gaismas diožu uzplaiksnījumi atbaida kaitēkļus no jūsu automašīnas un dažādām telpām. — [1563, 271, 2043, 297]
list-item: 4. Ultraheliкõlar — [542, 773, 768, 782]
list-item: 6. Akutoite port DC 5V / 12 V — [542, 792, 768, 801]
list-item: ◦ usterek powstałych w wyniku niewłaściwego montażu sprzętu; — [1582, 852, 2043, 861]
list-item: - Svoris: 105 g — [1302, 87, 1528, 96]
list-item: 8. Digitālais displejs — [2088, 170, 2314, 179]
company-address: ul. Pryncypalna 129/141, PL 93-373 Łódź — [2427, 1111, 2558, 1119]
callout-11: 11 — [281, 436, 300, 455]
list-item: 2. Izvēloties barošanu no akumulatora, pievienojiet savienotāju divām 12 V automašīnas akumulatora spailēm, tas ierīce pieslēgts ierīce: — [2088, 423, 2374, 441]
list-item: - Võimsus: 0,6 W — [787, 700, 1013, 709]
list-item: 6. Ja ierīce nedarbojas, vispirms pārbaudiet, vai savienojums ir pareizs, tad nospiediet barošanas pogu, lai to restartētu. — [27, 816, 497, 825]
list-item: - pievienojiet melno vadu akumulatora negatīvajam polam "-" — [2088, 442, 2286, 450]
lt-header — [541, 219, 1013, 232]
list-item: 1. Izvēlieties ierīces barošanas variantu. — [2088, 414, 2374, 422]
list-item: - Voolutarve: 50-80 mA — [787, 690, 1013, 699]
caption: maitinimo saugiklis — [1335, 300, 1387, 307]
list-item: - ühendage must juhe aku negatiivse poolusega „-" — [542, 1005, 717, 1013]
list-item: 3. Palikite tarpą tarp prietaiso ir automobilio variklio dangčio, kad aukšta temperatūra nepaveiktų prietaiso. — [1573, 111, 2043, 120]
manual-title: Lietošanas pamācība - Caunu un grauzēju atbaidītājs automašīnām un telpām — [1594, 256, 1871, 264]
